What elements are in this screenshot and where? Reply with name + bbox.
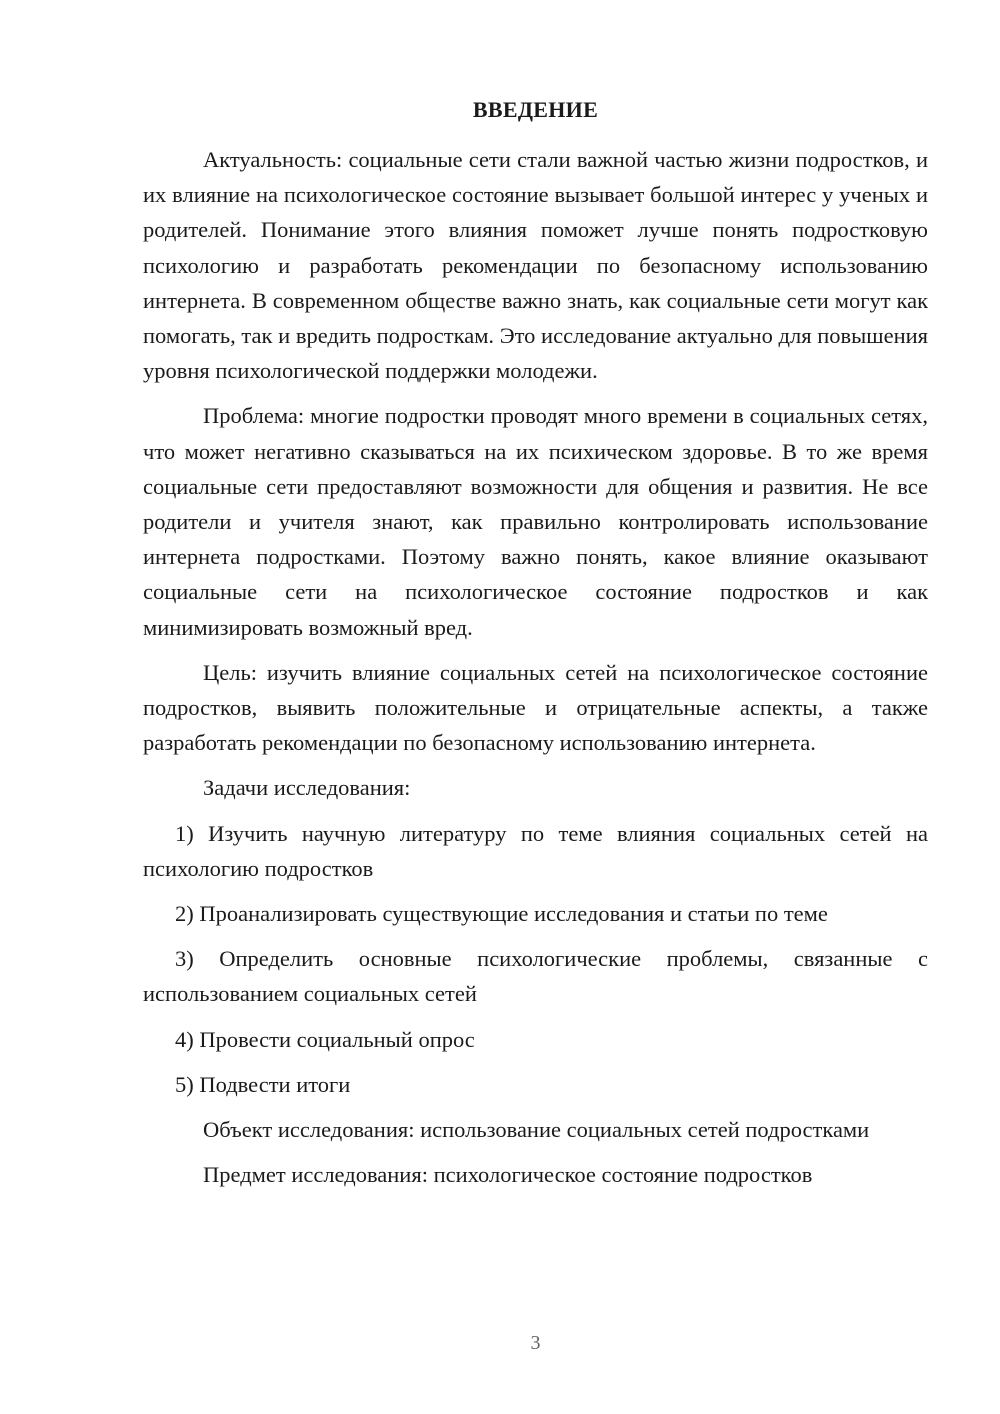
document-body: [143, 142, 928, 1202]
paragraph-problem: Проблема: многие подростки проводят много времени в социальных сетях, что может негативно сказываться на их психическом здоровье. В то же время социальные сети предоставляют возможности для общения и развития. Не все родители и учителя знают, как правильно контролировать использование интернета подростками. Поэтому важно понять, какое влияние оказывают социальные сети на психологическое состояние подростков и как минимизировать возможный вред.: [143, 403, 928, 640]
research-subject: Предмет исследования: психологическое состояние подростков: [203, 1162, 813, 1188]
paragraph-goal: Цель: изучить влияние социальных сетей на психологическое состояние подростков, выявить положительные и отрицательные аспекты, а также разработать рекомендации по безопасному использованию интернета.: [143, 659, 928, 756]
task-item: 1) Изучить научную литературу по теме влияния социальных сетей на психологию подростков: [143, 820, 928, 881]
task-item: 3) Определить основные психологические проблемы, связанные с использованием социальных сетей: [143, 946, 928, 1007]
paragraph-relevance: Актуальность: социальные сети стали важной частью жизни подростков, и их влияние на психологическое состояние вызывает большой интерес у ученых и родителей. Понимание этого влияния поможет лучше понять подростковую психологию и разработать рекомендации по безопасному использованию интернета. В современном обществе важно знать, как социальные сети могут как помогать, так и вредить подросткам. Это исследование актуально для повышения уровня психологической поддержки молодежи.: [143, 147, 928, 384]
research-object: Объект исследования: использование социальных сетей подростками: [203, 1117, 870, 1143]
page-title: ВВЕДЕНИЕ: [472, 97, 599, 122]
document-page: [143, 0, 928, 1414]
task-item: 2) Проанализировать существующие исследования и статьи по теме: [175, 901, 828, 927]
page-number: 3: [530, 1332, 541, 1354]
task-item: 5) Подвести итоги: [175, 1071, 351, 1097]
task-item: 4) Провести социальный опрос: [175, 1026, 475, 1052]
tasks-heading: Задачи исследования:: [203, 775, 411, 801]
